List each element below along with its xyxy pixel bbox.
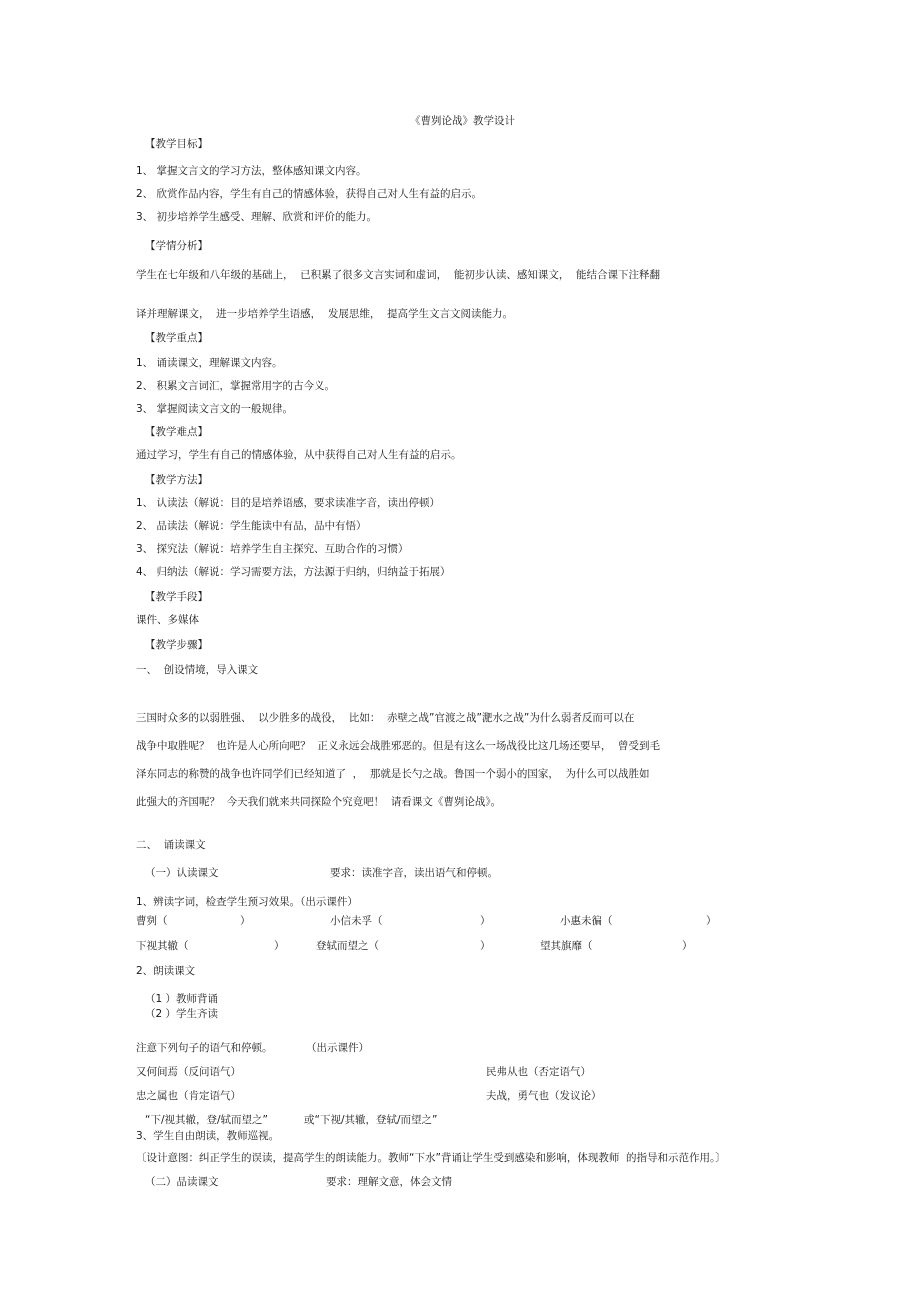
- pause-example: “下/视其辙，登/轼而望之”: [145, 1114, 268, 1126]
- free-read-line: 3、学生自由朗读，教师巡视。: [136, 1130, 280, 1142]
- goal-item: 3、 初步培养学生感受、理解、欣赏和评价的能力。: [136, 211, 378, 223]
- analysis-line: 学生在七年级和八年级的基础上， 已积累了很多文言实词和虚词， 能初步认读、感知课文， 能结合课下注释翻: [136, 269, 661, 281]
- key-item: 1、 诵读课文，理解课文内容。: [136, 357, 283, 369]
- word-blank-close: ）: [480, 940, 491, 952]
- method-item: 3、 探究法（解说：培养学生自主探究、互助合作的习惯）: [136, 543, 409, 555]
- read-item: （1 ）教师背诵: [145, 993, 219, 1005]
- read-item: （2 ）学生齐读: [145, 1008, 219, 1020]
- means-text: 课件、多媒体: [136, 614, 199, 626]
- word-blank-close: ）: [274, 940, 285, 952]
- word-blank-close: ）: [480, 915, 491, 927]
- goals-heading: 【教学目标】: [145, 138, 208, 150]
- word-xiashi: 下视其辙（: [136, 940, 189, 952]
- steps-heading: 【教学步骤】: [145, 639, 208, 651]
- key-item: 3、 掌握阅读文言文的一般规律。: [136, 403, 294, 415]
- key-heading: 【教学重点】: [145, 332, 208, 344]
- analysis-heading: 【学情分析】: [145, 240, 208, 252]
- check-line: 1、辨读字词，检查学生预习效果。（出示课件）: [136, 896, 358, 908]
- method-item: 1、 认读法（解说：目的是培养语感，要求读准字音，读出停顿）: [136, 497, 441, 509]
- word-wangqi: 望其旗靡（: [540, 940, 593, 952]
- analysis-line: 译并理解课文， 进一步培养学生语感， 发展思维， 提高学生文言文阅读能力。: [136, 308, 514, 320]
- method-heading: 【教学方法】: [145, 474, 208, 486]
- word-blank-close: ）: [240, 915, 251, 927]
- step1-text-line: 三国时众多的以弱胜强、 以少胜多的战役， 比如： 赤壁之战”官渡之战”淝水之战”为什么弱者反而可以在: [136, 712, 635, 724]
- tone-item: 又何间焉（反问语气）: [136, 1066, 241, 1078]
- step2-sub1: （一）认读课文: [145, 867, 219, 879]
- step2-sub1-requirement: 要求：读准字音，读出语气和停顿。: [330, 867, 498, 879]
- tone-item: 夫战，勇气也（发议论）: [486, 1090, 602, 1102]
- tone-item: 忠之属也（肯定语气）: [136, 1090, 241, 1102]
- step1-text-line: 泽东同志的称赞的战争也许同学们已经知道了 ， 那就是长勺之战。鲁国一个弱小的国家， 为什么可以战胜如: [136, 768, 650, 780]
- word-dengshi: 登轼而望之（: [316, 940, 379, 952]
- goal-item: 2、 欣赏作品内容，学生有自己的情感体验，获得自己对人生有益的启示。: [136, 188, 483, 200]
- step1-title: 一、 创设情境，导入课文: [136, 664, 259, 676]
- word-blank-close: ）: [706, 915, 717, 927]
- notice-suffix: （出示课件）: [306, 1042, 369, 1054]
- key-item: 2、 积累文言词汇，掌握常用字的古今义。: [136, 380, 336, 392]
- pause-example: 或“下视/其辙，登轼/而望之”: [304, 1114, 438, 1126]
- word-caogui: 曹刿（: [136, 915, 168, 927]
- step2-sub2-requirement: 要求：理解文意，体会文情: [326, 1176, 452, 1188]
- step1-text-line: 战争中取胜呢？ 也许是人心所向吧？ 正义永远会战胜邪恶的。但是有这么一场战役比这几场还要早， 曾受到毛: [136, 740, 661, 752]
- read-title: 2、朗读课文: [136, 965, 196, 977]
- word-xiaoxin: 小信未孚（: [330, 915, 383, 927]
- step2-title: 二、 诵读课文: [136, 839, 206, 851]
- step1-text-line: 此强大的齐国呢？ 今天我们就来共同探险个究竟吧！ 请看课文《曹刿论战》。: [136, 796, 502, 808]
- word-xiaohui: 小惠未徧（: [560, 915, 613, 927]
- notice-line: 注意下列句子的语气和停顿。: [136, 1042, 273, 1054]
- step2-sub2: （二）品读课文: [145, 1176, 219, 1188]
- document-title: 《曹刿论战》教学设计: [410, 115, 515, 127]
- design-intent: 〔设计意图：纠正学生的误读，提高学生的朗读能力。教师“下水”背诵让学生受到感染和影响，体现教师 的指导和示范作用。〕: [136, 1152, 726, 1164]
- word-blank-close: ）: [682, 940, 693, 952]
- method-item: 4、 归纳法（解说：学习需要方法，方法源于归纳，归纳益于拓展）: [136, 566, 451, 578]
- method-item: 2、 品读法（解说：学生能读中有品，品中有悟）: [136, 520, 367, 532]
- difficulty-heading: 【教学难点】: [145, 426, 208, 438]
- difficulty-text: 通过学习，学生有自己的情感体验，从中获得自己对人生有益的启示。: [136, 449, 462, 461]
- means-heading: 【教学手段】: [145, 591, 208, 603]
- tone-item: 民弗从也（否定语气）: [486, 1066, 591, 1078]
- goal-item: 1、 掌握文言文的学习方法，整体感知课文内容。: [136, 165, 367, 177]
